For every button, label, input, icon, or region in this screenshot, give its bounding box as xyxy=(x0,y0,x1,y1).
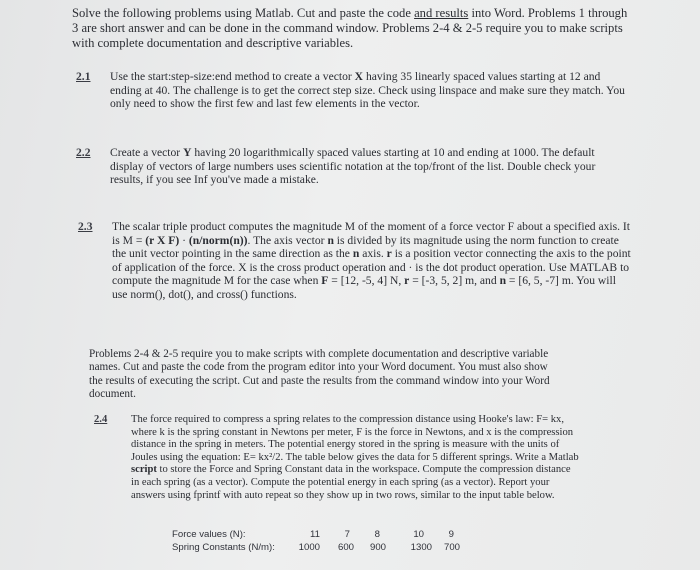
vector-name: n xyxy=(327,233,334,247)
problem-2-4 xyxy=(94,414,581,502)
problem-number: 2.3 xyxy=(78,220,93,233)
text-segment: axis. xyxy=(359,247,387,261)
unit-vector-expression: (n/norm(n)) xyxy=(188,233,248,247)
problem-2-3 xyxy=(78,220,632,302)
text-segment: is a position vector connecting the axis to the point of application of the force. X is the cross product operation and · is the dot product operation. Use MATLAB to compute the magnitude M for the case when xyxy=(112,247,631,288)
problem-text-continued: having 20 logarithmically spaced values starting at 10 and ending at 1000. The default display of vectors of large numbers uses scientific notation at the top/front of the list. Double check your results, if you see Inf you've made a mistake. xyxy=(110,146,596,187)
spring-constant-value: 700 xyxy=(443,542,460,553)
problem-text-continued: having 35 linearly spaced values starting at 12 and ending at 40. The challenge is to get the correct step size. Check using linspace and make sure they match. You only need to show the first few and last few elements in the vector. xyxy=(110,70,625,111)
force-value: 9 xyxy=(448,529,454,540)
text-segment: . The axis vector xyxy=(247,233,328,247)
spring-constant-row xyxy=(172,542,472,555)
spring-constant-value: 1000 xyxy=(298,542,320,553)
spring-constant-value: 900 xyxy=(369,542,386,553)
spring-constant-label: Spring Constants (N/m): xyxy=(172,542,275,553)
vector-name: r xyxy=(386,247,392,261)
text-segment: = [-3, 5, 2] m, and xyxy=(409,274,500,288)
problem-text: Use the start:step-size:end method to create a vector xyxy=(110,70,355,83)
cross-product-expression: (r X F) xyxy=(145,233,180,247)
problem-text-continued: to store the Force and Spring Constant data in the workspace. Compute the compression distance in each spring (as a vector). Compute the potential energy in each spring (as a vector). Report your answers using fprintf with auto repeat so they show up in two rows, similar to the input table below. xyxy=(131,464,571,501)
vector-name: r xyxy=(404,274,410,288)
problem-text: Create a vector xyxy=(110,146,184,159)
problem-number: 2.1 xyxy=(76,70,91,83)
problem-number: 2.4 xyxy=(94,414,108,425)
spring-constant-value: 600 xyxy=(337,542,354,553)
force-row xyxy=(172,529,472,542)
text-segment: · xyxy=(179,233,189,247)
text-segment: = [12, -5, 4] N, xyxy=(328,274,405,288)
intro-text: Solve the following problems using Matlab. Cut and paste the code xyxy=(72,6,415,20)
force-label: Force values (N): xyxy=(172,529,246,540)
script-emphasis: script xyxy=(131,464,157,476)
intro-underlined-text: and results xyxy=(414,6,469,20)
vector-name: X xyxy=(354,70,364,83)
intro-paragraph xyxy=(72,6,632,51)
force-value: 11 xyxy=(310,529,320,540)
scripts-instructions-paragraph: Problems 2-4 & 2-5 require you to make scripts with complete documentation and descriptive variable names. Cut and paste the code from the program editor into your Word document. You must also show the results of executing the script. Cut and paste the results from the command window into your Word document. xyxy=(89,348,550,401)
vector-name: F xyxy=(321,274,329,288)
problem-number: 2.2 xyxy=(76,146,91,159)
force-value: 10 xyxy=(413,529,424,540)
text-segment: The scalar triple product computes the magnitude M of the moment of a force vector F about a specified axis. It is M = xyxy=(112,220,631,247)
text-segment: = [6, 5, -7] m. You will use norm(), dot(), and cross() functions. xyxy=(112,274,616,301)
problem-2-1 xyxy=(76,70,630,111)
spring-constant-value: 1300 xyxy=(410,542,432,553)
problem-2-2 xyxy=(76,146,630,187)
text-segment: is divided by its magnitude using the norm function to create the unit vector pointing in the same direction as the xyxy=(112,233,619,261)
force-value: 7 xyxy=(344,529,350,540)
spring-data-table xyxy=(172,529,472,555)
problem-text: The force required to compress a spring relates to the compression distance using Hooke's law: F= kx, where k is the spring constant in Newtons per meter, F is the force in Newtons, and x is the compression distance in the spring in meters. The potential energy stored in the spring is measure with the units of Joules using the equation: E= kx²/2. The table below gives the data for 5 different springs. Write a Matlab xyxy=(131,414,579,463)
vector-name: n xyxy=(352,247,360,261)
vector-name: Y xyxy=(183,146,192,159)
intro-text-continued: into Word. Problems 1 through 3 are short answer and can be done in the command window. Problems 2-4 & 2-5 require you to make scripts with complete documentation and descriptive variables. xyxy=(72,6,628,50)
force-value: 8 xyxy=(374,529,380,540)
vector-name: n xyxy=(499,274,507,288)
